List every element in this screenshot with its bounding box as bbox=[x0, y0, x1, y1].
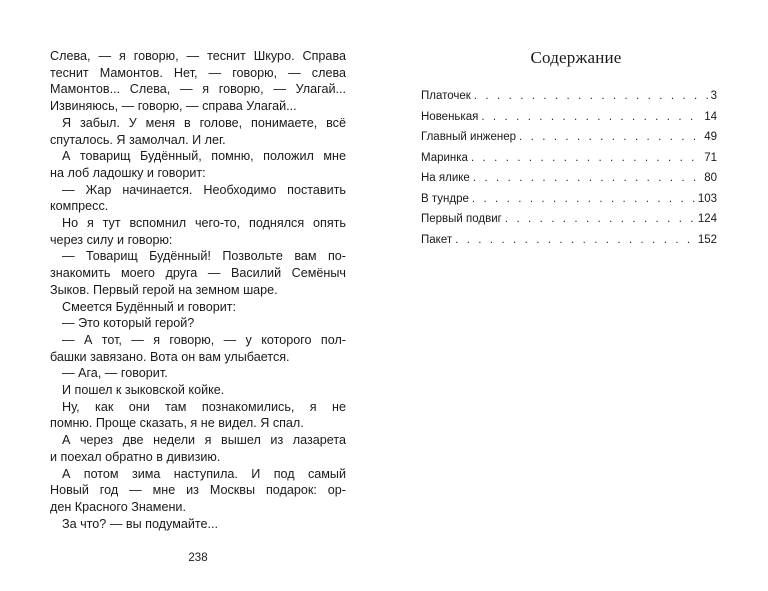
text-line: А через две недели я вышел из лазарета bbox=[62, 433, 346, 448]
table-of-contents bbox=[421, 48, 717, 254]
text-line: Ну, как они там познакомились, я не bbox=[62, 399, 346, 414]
toc-entry bbox=[421, 111, 717, 132]
text-line: Извиняюсь, — говорю, — справа Улагай... bbox=[50, 99, 297, 114]
toc-entry bbox=[421, 234, 717, 255]
toc-entry bbox=[421, 131, 717, 152]
toc-entry bbox=[421, 213, 717, 234]
toc-dot-leader bbox=[472, 193, 695, 205]
toc-dot-leader bbox=[473, 172, 701, 184]
toc-dot-leader bbox=[505, 213, 695, 225]
text-line: на лоб ладошку и говорит: bbox=[50, 165, 206, 180]
toc-entry-title: Первый подвиг bbox=[421, 213, 502, 225]
toc-entry-page: 71 bbox=[704, 151, 717, 164]
toc-entry-title: Маринка bbox=[421, 151, 468, 164]
text-line: через силу и говорю: bbox=[50, 232, 173, 247]
toc-list bbox=[421, 90, 717, 254]
toc-entry-title: На ялике bbox=[421, 172, 470, 184]
toc-entry-page: 124 bbox=[697, 213, 717, 225]
text-line: спуталось. Я замолчал. И лег. bbox=[50, 132, 226, 147]
text-line: Я забыл. У меня в голове, понимаете, всё bbox=[62, 115, 346, 130]
toc-entry-page: 49 bbox=[704, 131, 717, 143]
text-line: теснит Мамонтов. Нет, — говорю, — слева bbox=[50, 65, 346, 80]
toc-entry-page: 80 bbox=[704, 172, 717, 184]
text-line: И пошел к зыковской койке. bbox=[62, 383, 225, 398]
toc-entry bbox=[421, 152, 717, 173]
toc-entry-title: Главный инженер bbox=[421, 131, 517, 143]
toc-entry-title: В тундре bbox=[421, 192, 469, 205]
toc-dot-leader bbox=[481, 111, 701, 123]
text-line: За что? — вы подумайте... bbox=[62, 516, 219, 531]
text-line: башки завязано. Вота он вам улыбается. bbox=[50, 349, 290, 364]
page-number: 238 bbox=[188, 552, 208, 564]
toc-entry-page: 3 bbox=[710, 90, 717, 102]
toc-entry bbox=[421, 193, 717, 214]
text-line: — Это который герой? bbox=[62, 316, 195, 331]
toc-dot-leader bbox=[474, 90, 708, 102]
toc-entry-title: Пакет bbox=[421, 233, 453, 246]
toc-entry bbox=[421, 172, 717, 193]
toc-entry-page: 103 bbox=[697, 192, 717, 205]
toc-dot-leader bbox=[471, 152, 701, 164]
text-line: Мамонтов... Слева, — я говорю, — Улагай... bbox=[50, 82, 346, 97]
text-line: ден Красного Знамени. bbox=[50, 499, 186, 514]
text-line: Новый год — мне из Москвы подарок: ор- bbox=[50, 483, 346, 498]
toc-entry bbox=[421, 90, 717, 111]
text-line: Слева, — я говорю, — теснит Шкуро. Справа bbox=[50, 49, 346, 63]
text-line: помню. Проще сказать, я не видел. Я спал. bbox=[50, 416, 304, 431]
toc-entry-page: 14 bbox=[704, 110, 717, 123]
toc-dot-leader bbox=[455, 234, 695, 246]
toc-entry-page: 152 bbox=[697, 233, 717, 246]
left-page-text bbox=[50, 48, 346, 532]
text-line: — Товарищ Будённый! Позвольте вам по- bbox=[62, 249, 346, 264]
toc-dot-leader bbox=[519, 131, 701, 143]
text-line: Зыков. Первый герой на земном шаре. bbox=[50, 282, 278, 297]
text-line: — Ага, — говорит. bbox=[62, 366, 168, 381]
text-line: — А тот, — я говорю, — у которого пол- bbox=[62, 332, 346, 347]
text-line: Смеется Будённый и говорит: bbox=[62, 299, 237, 314]
text-line: Но я тут вспомнил чего-то, поднялся опять bbox=[62, 216, 346, 231]
text-line: и поехал обратно в дивизию. bbox=[50, 449, 221, 464]
text-line: компресс. bbox=[50, 199, 109, 214]
toc-entry-title: Платочек bbox=[421, 90, 471, 102]
text-line: — Жар начинается. Необходимо поставить bbox=[62, 182, 346, 197]
toc-heading: Содержание bbox=[530, 48, 622, 67]
toc-entry-title: Новенькая bbox=[421, 110, 479, 123]
text-line: А потом зима наступила. И под самый bbox=[62, 466, 346, 481]
text-line: знакомить моего друга — Василий Семёныч bbox=[50, 266, 346, 281]
text-line: А товарищ Будённый, помню, положил мне bbox=[62, 149, 346, 164]
